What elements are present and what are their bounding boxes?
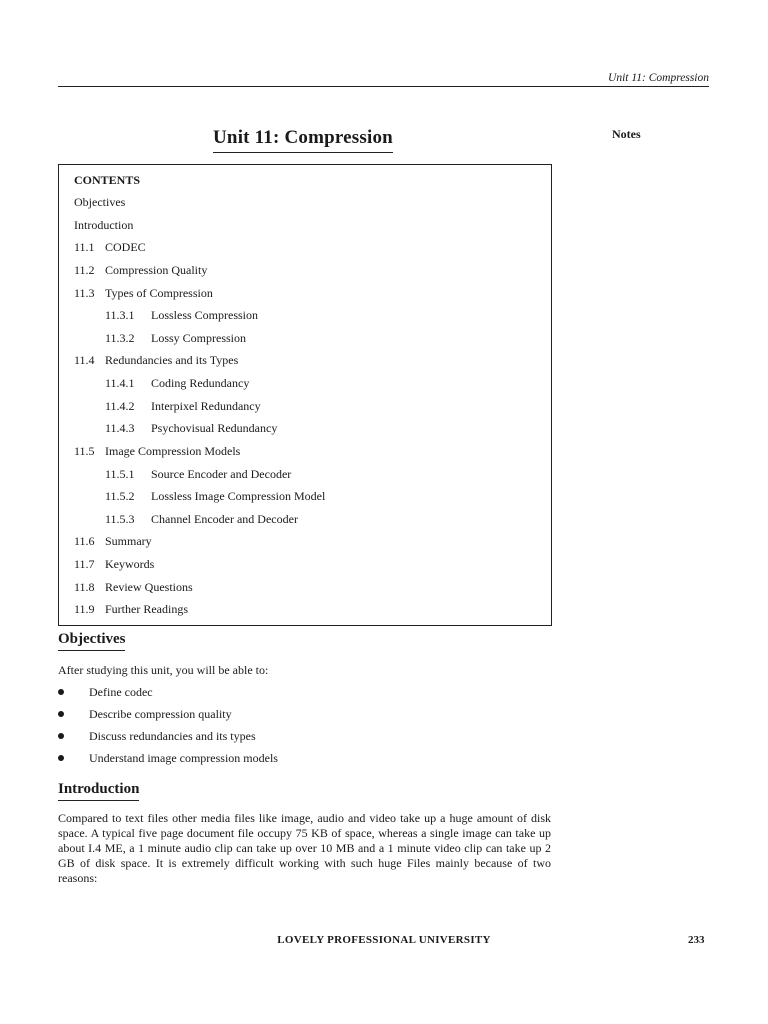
toc-item-number: 11.6 xyxy=(74,534,95,548)
toc-subitem[interactable] xyxy=(105,512,298,526)
objectives-heading: Objectives xyxy=(58,630,125,651)
toc-item-text: Compression Quality xyxy=(105,263,208,277)
toc-item-number: 11.2 xyxy=(74,263,95,277)
toc-item-text: Redundancies and its Types xyxy=(105,353,239,367)
toc-item[interactable] xyxy=(74,557,155,571)
toc-item-text: Objectives xyxy=(74,195,126,209)
toc-item-text: Introduction xyxy=(74,218,134,232)
toc-item[interactable] xyxy=(74,195,125,209)
toc-item-text: Image Compression Models xyxy=(105,444,241,458)
toc-item-text: Types of Compression xyxy=(105,286,213,300)
toc-item-number: 11.5.1 xyxy=(105,467,135,481)
toc-subitem[interactable] xyxy=(105,467,292,481)
toc-item-number: 11.5.2 xyxy=(105,489,135,503)
toc-item-number: 11.8 xyxy=(74,580,95,594)
toc-item[interactable] xyxy=(74,286,213,300)
page-number: 233 xyxy=(688,934,705,946)
toc-item-text: Source Encoder and Decoder xyxy=(151,467,292,481)
toc-item-text: Lossless Image Compression Model xyxy=(151,489,326,503)
introduction-heading: Introduction xyxy=(58,780,139,801)
toc-item-number: 11.4 xyxy=(74,353,95,367)
toc-item-text: Review Questions xyxy=(105,580,193,594)
toc-item-number: 11.5 xyxy=(74,444,95,458)
toc-item-number: 11.5.3 xyxy=(105,512,135,526)
toc-item[interactable] xyxy=(74,444,241,458)
bullet-icon xyxy=(58,755,64,761)
toc-item-number: 11.4.2 xyxy=(105,399,135,413)
toc-item-text: Interpixel Redundancy xyxy=(151,399,261,413)
toc-item-text: Lossy Compression xyxy=(151,331,247,345)
toc-subitem[interactable] xyxy=(105,399,261,413)
toc-item[interactable] xyxy=(74,263,208,277)
footer-publisher: LOVELY PROFESSIONAL UNIVERSITY xyxy=(277,934,491,946)
bullet-icon xyxy=(58,711,64,717)
toc-item-text: CODEC xyxy=(105,240,146,254)
toc-item-number: 11.1 xyxy=(74,240,95,254)
toc-subitem[interactable] xyxy=(105,376,250,390)
toc-item-number: 11.4.3 xyxy=(105,421,135,435)
toc-subitem[interactable] xyxy=(105,489,326,503)
list-item-text: Understand image compression models xyxy=(89,751,278,765)
toc-item-text: Channel Encoder and Decoder xyxy=(151,512,298,526)
toc-item[interactable] xyxy=(74,240,146,254)
objectives-intro: After studying this unit, you will be able to: xyxy=(58,663,269,677)
bullet-icon xyxy=(58,689,64,695)
toc-item-text: Further Readings xyxy=(105,602,188,616)
list-item-text: Define codec xyxy=(89,685,153,699)
toc-item-text: Lossless Compression xyxy=(151,308,259,322)
header-rule xyxy=(58,86,709,87)
contents-box xyxy=(58,164,552,626)
toc-item-text: Summary xyxy=(105,534,152,548)
toc-item[interactable] xyxy=(74,218,133,232)
toc-item-number: 11.3.2 xyxy=(105,331,135,345)
toc-item-number: 11.7 xyxy=(74,557,95,571)
running-head: Unit 11: Compression xyxy=(608,72,709,84)
toc-item-text: Coding Redundancy xyxy=(151,376,250,390)
toc-item-number: 11.4.1 xyxy=(105,376,135,390)
toc-item-number: 11.3.1 xyxy=(105,308,135,322)
toc-subitem[interactable] xyxy=(105,331,247,345)
list-item-text: Discuss redundancies and its types xyxy=(89,729,256,743)
toc-item[interactable] xyxy=(74,580,193,594)
list-item-text: Describe compression quality xyxy=(89,707,232,721)
page-title: Unit 11: Compression xyxy=(213,127,393,153)
toc-item-text: Psychovisual Redundancy xyxy=(151,421,278,435)
contents-heading: CONTENTS xyxy=(74,173,141,187)
toc-item-number: 11.9 xyxy=(74,602,95,616)
toc-subitem[interactable] xyxy=(105,421,278,435)
toc-subitem[interactable] xyxy=(105,308,259,322)
toc-item-text: Keywords xyxy=(105,557,155,571)
notes-margin-label: Notes xyxy=(612,127,641,141)
toc-item[interactable] xyxy=(74,353,239,367)
bullet-icon xyxy=(58,733,64,739)
toc-item[interactable] xyxy=(74,602,188,616)
toc-item-number: 11.3 xyxy=(74,286,95,300)
toc-item[interactable] xyxy=(74,534,152,548)
introduction-paragraph: Compared to text files other media files like image, audio and video take up a huge amount of disk space. A typical five page document file occupy 75 KB of space, whereas a single image can take up about I.4 ME, a 1 minute audio clip can take up over 10 MB and a 1 minute video clip can take up 2 GB of disk space. It is extremely difficult working with such huge Files mainly because of two reasons: xyxy=(58,811,551,885)
